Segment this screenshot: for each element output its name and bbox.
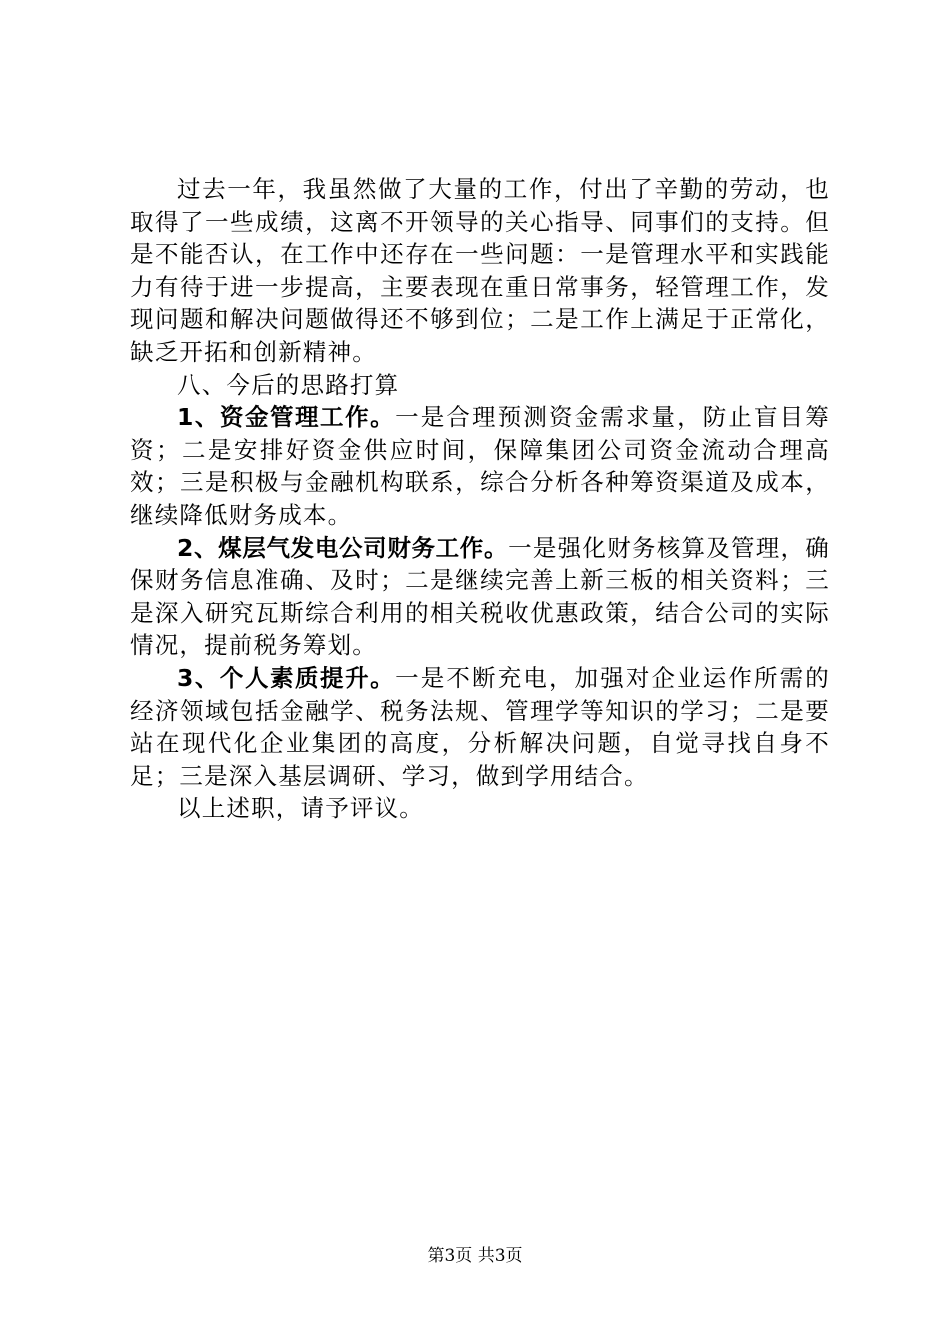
page-footer: 第3页 共3页 [427,1246,523,1266]
section-heading: 八、今后的思路打算 [177,370,400,399]
summary-paragraph: 过去一年，我虽然做了大量的工作，付出了辛勤的劳动，也取得了一些成绩，这离不开领导的关心指导、同事们的支持。但是不能否认，在工作中还存在一些问题：一是管理水平和实践能力有待于进一步提高，主要表现在重日常事务，轻管理工作，发现问题和解决问题做得还不够到位；二是工作上满足于正常化，缺乏开拓和创新精神。 [130,175,830,366]
plan-item-3-text: 一是不断充电，加强对企业运作所需的经济领域包括金融学、税务法规、管理学等知识的学习；二是要站在现代化企业集团的高度，分析解决问题，自觉寻找自身不足；三是深入基层调研、学习，做到学用结合。 [130,663,830,790]
plan-item-3-lead: 3、个人素质提升。 [177,663,396,692]
document-body [130,173,830,825]
plan-item-2 [130,532,830,662]
plan-item-3 [130,662,830,792]
plan-item-1-text: 一是合理预测资金需求量，防止盲目筹资；二是安排好资金供应时间，保障集团公司资金流动合理高效；三是积极与金融机构联系，综合分析各种筹资渠道及成本，继续降低财务成本。 [130,403,830,529]
plan-item-2-lead: 2、煤层气发电公司财务工作。 [177,533,509,562]
closing-line: 以上述职，请予评议。 [177,794,424,823]
plan-item-1 [130,401,830,531]
plan-item-2-text: 一是强化财务核算及管理，确保财务信息准确、及时；二是继续完善上新三板的相关资料；三是深入研究瓦斯综合利用的相关税收优惠政策，结合公司的实际情况，提前税务筹划。 [130,533,830,660]
plan-item-1-lead: 1、资金管理工作。 [177,403,396,432]
